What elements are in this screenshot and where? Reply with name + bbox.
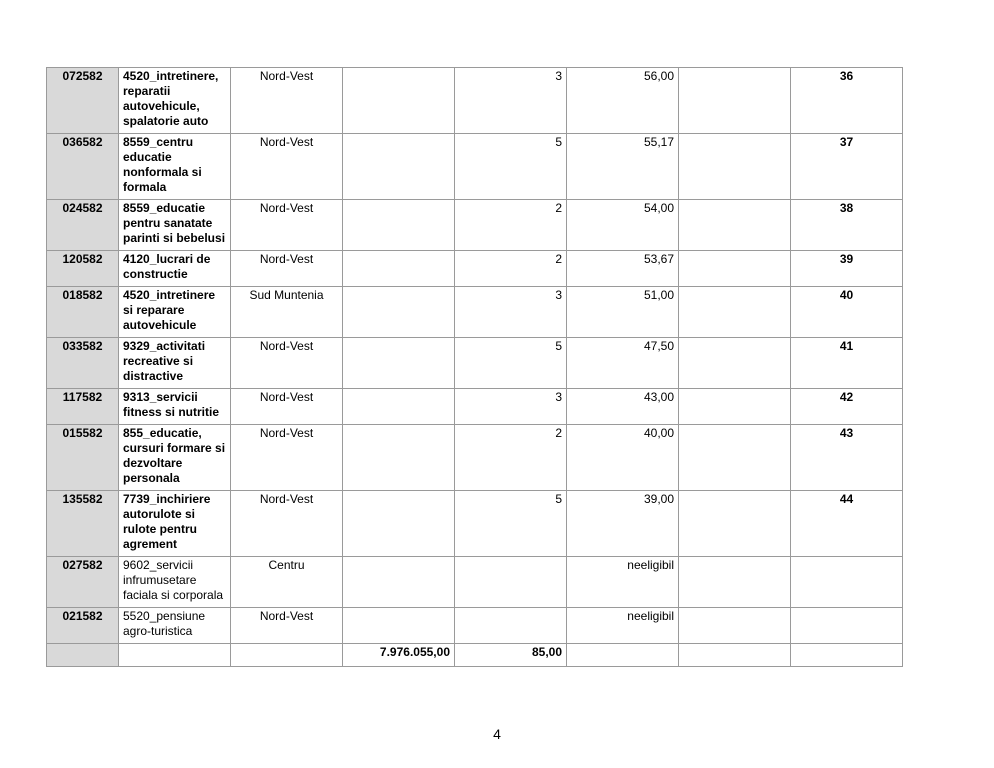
extra-cell: [679, 557, 791, 608]
value-cell: [343, 389, 455, 425]
extra-cell: [679, 338, 791, 389]
count-cell: 5: [455, 134, 567, 200]
region-cell: Nord-Vest: [231, 338, 343, 389]
rank-cell: 40: [791, 287, 903, 338]
project-name-cell: 5520_pensiune agro-turistica: [119, 608, 231, 644]
count-cell: 2: [455, 425, 567, 491]
totals-empty-cell: [119, 644, 231, 667]
page-number: 4: [493, 726, 501, 742]
score-cell: 56,00: [567, 68, 679, 134]
project-id-cell: 120582: [47, 251, 119, 287]
score-cell: 55,17: [567, 134, 679, 200]
count-cell: 2: [455, 251, 567, 287]
project-name-cell: 9329_activitati recreative si distractive: [119, 338, 231, 389]
rank-cell: 42: [791, 389, 903, 425]
table-row: [47, 338, 903, 389]
value-cell: [343, 608, 455, 644]
table-row: [47, 389, 903, 425]
table-body: [47, 68, 903, 667]
region-cell: Nord-Vest: [231, 491, 343, 557]
score-cell: 43,00: [567, 389, 679, 425]
project-name-cell: 9313_servicii fitness si nutritie: [119, 389, 231, 425]
score-cell: 40,00: [567, 425, 679, 491]
table-row: [47, 287, 903, 338]
count-cell: 3: [455, 389, 567, 425]
value-cell: [343, 557, 455, 608]
region-cell: Nord-Vest: [231, 200, 343, 251]
table-row: [47, 425, 903, 491]
rank-cell: 41: [791, 338, 903, 389]
project-name-cell: 9602_servicii infrumusetare faciala si corporala: [119, 557, 231, 608]
rank-cell: [791, 608, 903, 644]
region-cell: Nord-Vest: [231, 251, 343, 287]
count-cell: 5: [455, 491, 567, 557]
count-cell: [455, 557, 567, 608]
region-cell: Nord-Vest: [231, 68, 343, 134]
project-id-cell: 018582: [47, 287, 119, 338]
extra-cell: [679, 134, 791, 200]
totals-empty-cell: [791, 644, 903, 667]
project-id-cell: 024582: [47, 200, 119, 251]
extra-cell: [679, 251, 791, 287]
rank-cell: 37: [791, 134, 903, 200]
score-cell: 39,00: [567, 491, 679, 557]
count-cell: 5: [455, 338, 567, 389]
value-cell: [343, 425, 455, 491]
extra-cell: [679, 68, 791, 134]
extra-cell: [679, 287, 791, 338]
table-row: [47, 251, 903, 287]
rank-cell: 39: [791, 251, 903, 287]
totals-id-cell: [47, 644, 119, 667]
project-id-cell: 036582: [47, 134, 119, 200]
project-name-cell: 4520_intretinere, reparatii autovehicule, spalatorie auto: [119, 68, 231, 134]
region-cell: Nord-Vest: [231, 425, 343, 491]
rank-cell: 38: [791, 200, 903, 251]
region-cell: Centru: [231, 557, 343, 608]
table-row: [47, 200, 903, 251]
totals-row: [47, 644, 903, 667]
totals-empty-cell: [679, 644, 791, 667]
projects-table: [46, 67, 903, 667]
project-id-cell: 033582: [47, 338, 119, 389]
project-id-cell: 027582: [47, 557, 119, 608]
totals-empty-cell: [567, 644, 679, 667]
score-cell: neeligibil: [567, 557, 679, 608]
count-cell: 2: [455, 200, 567, 251]
project-name-cell: 4520_intretinere si reparare autovehicule: [119, 287, 231, 338]
rank-cell: 44: [791, 491, 903, 557]
project-id-cell: 015582: [47, 425, 119, 491]
extra-cell: [679, 389, 791, 425]
score-cell: 51,00: [567, 287, 679, 338]
score-cell: 54,00: [567, 200, 679, 251]
totals-count-cell: 85,00: [455, 644, 567, 667]
value-cell: [343, 491, 455, 557]
rank-cell: 36: [791, 68, 903, 134]
region-cell: Nord-Vest: [231, 608, 343, 644]
rank-cell: [791, 557, 903, 608]
project-id-cell: 021582: [47, 608, 119, 644]
project-id-cell: 135582: [47, 491, 119, 557]
region-cell: Nord-Vest: [231, 134, 343, 200]
table-row: [47, 557, 903, 608]
value-cell: [343, 68, 455, 134]
table-row: [47, 68, 903, 134]
project-id-cell: 072582: [47, 68, 119, 134]
extra-cell: [679, 200, 791, 251]
value-cell: [343, 200, 455, 251]
score-cell: 47,50: [567, 338, 679, 389]
count-cell: 3: [455, 68, 567, 134]
extra-cell: [679, 491, 791, 557]
table-row: [47, 491, 903, 557]
totals-value-cell: 7.976.055,00: [343, 644, 455, 667]
project-name-cell: 855_educatie, cursuri formare si dezvoltare personala: [119, 425, 231, 491]
table-row: [47, 608, 903, 644]
region-cell: Sud Muntenia: [231, 287, 343, 338]
value-cell: [343, 338, 455, 389]
table-row: [47, 134, 903, 200]
project-name-cell: 8559_centru educatie nonformala si formala: [119, 134, 231, 200]
totals-empty-cell: [231, 644, 343, 667]
score-cell: 53,67: [567, 251, 679, 287]
project-name-cell: 8559_educatie pentru sanatate parinti si bebelusi: [119, 200, 231, 251]
extra-cell: [679, 608, 791, 644]
region-cell: Nord-Vest: [231, 389, 343, 425]
score-cell: neeligibil: [567, 608, 679, 644]
value-cell: [343, 287, 455, 338]
extra-cell: [679, 425, 791, 491]
project-name-cell: 4120_lucrari de constructie: [119, 251, 231, 287]
project-id-cell: 117582: [47, 389, 119, 425]
count-cell: [455, 608, 567, 644]
project-name-cell: 7739_inchiriere autorulote si rulote pentru agrement: [119, 491, 231, 557]
value-cell: [343, 134, 455, 200]
rank-cell: 43: [791, 425, 903, 491]
value-cell: [343, 251, 455, 287]
count-cell: 3: [455, 287, 567, 338]
